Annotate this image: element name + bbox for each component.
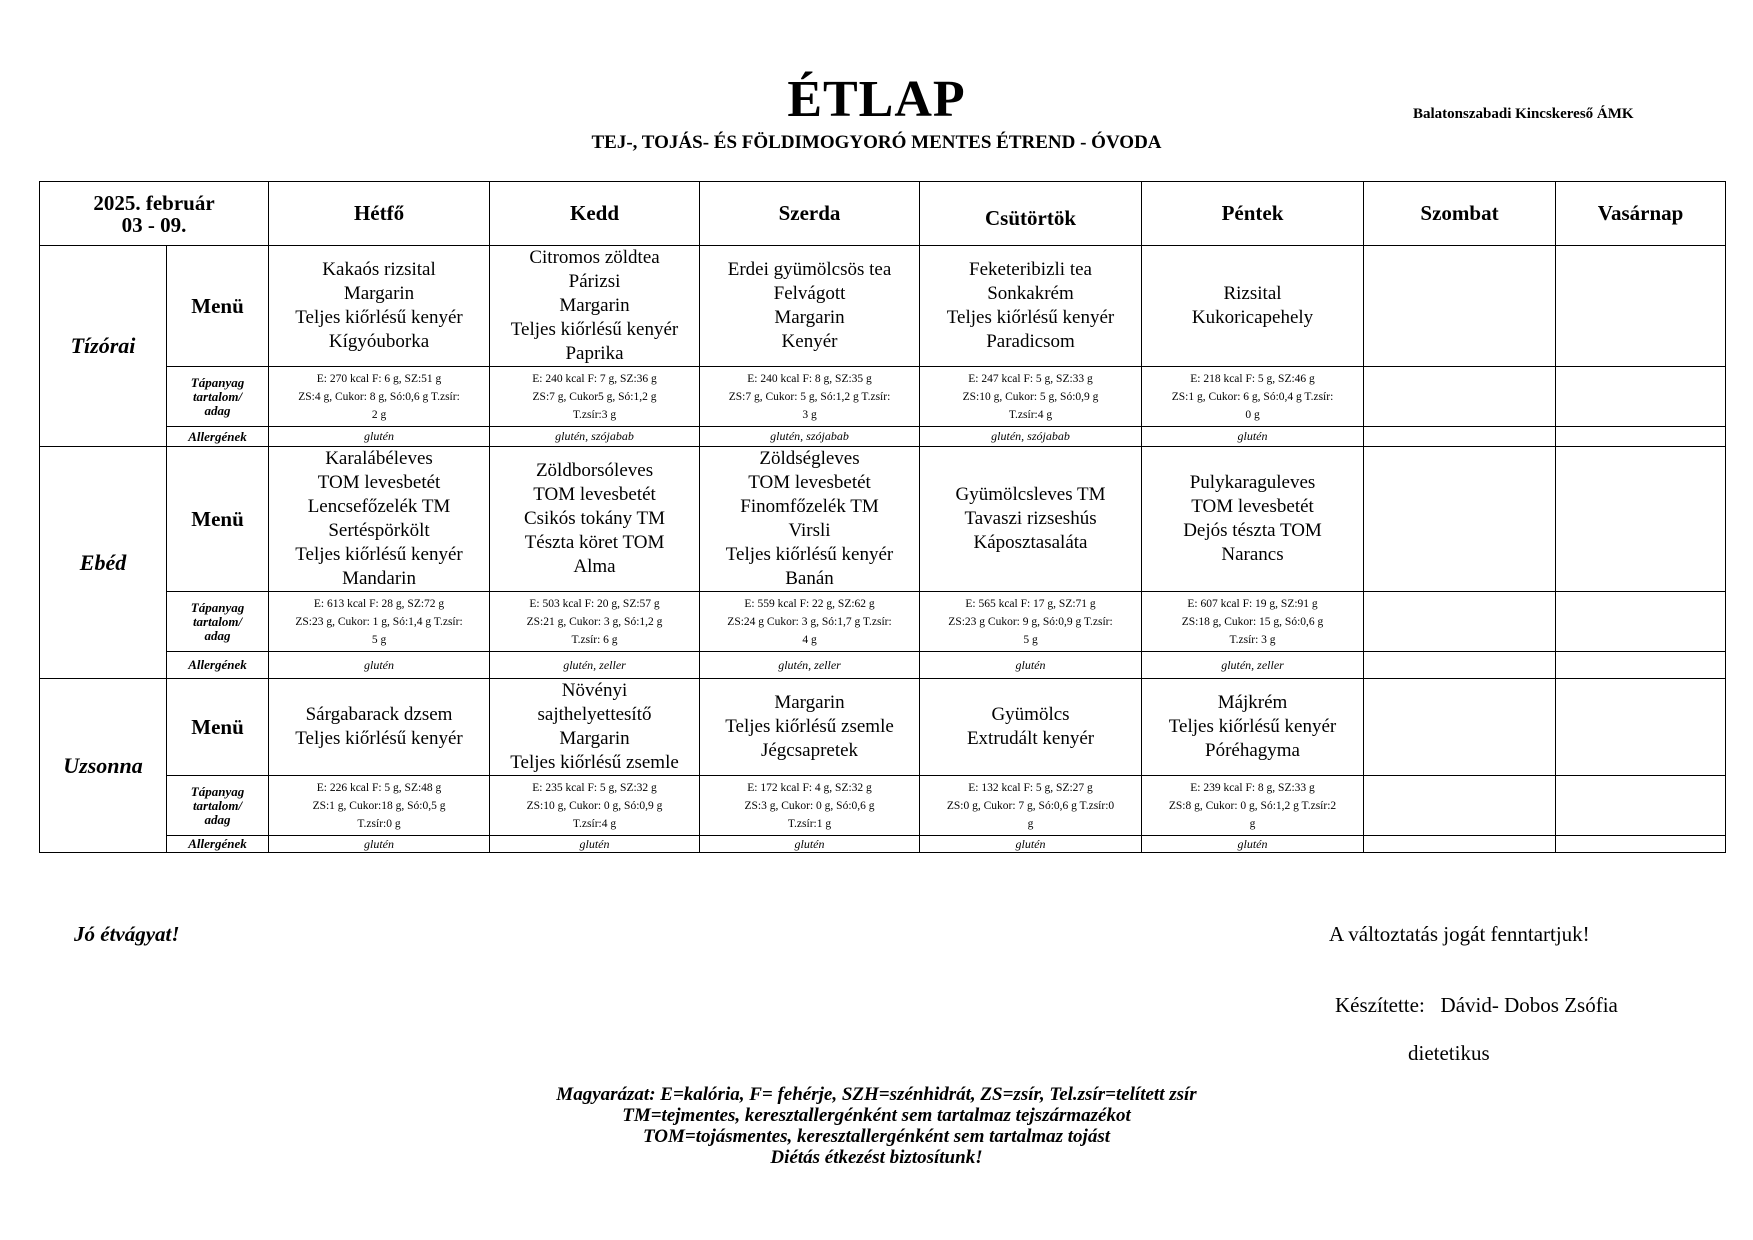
menu-item: Margarin xyxy=(559,295,630,316)
nutrition-line: ZS:23 g, Cukor: 1 g, Só:1,4 g T.zsír: xyxy=(295,615,463,628)
allergen-cell: glutén, zeller xyxy=(490,652,700,679)
legend-line: Magyarázat: E=kalória, F= fehérje, SZH=szénhidrát, ZS=zsír, Tel.zsír=telített zsír xyxy=(556,1084,1197,1105)
menu-item: Karalábéleves xyxy=(325,448,433,469)
allergen-cell: glutén xyxy=(920,652,1142,679)
menu-item: Erdei gyümölcsös tea xyxy=(727,259,892,280)
nutrition-line: 4 g xyxy=(802,633,817,646)
nutrition-cell xyxy=(490,776,700,836)
menu-item: Tészta köret TOM xyxy=(524,532,665,553)
menu-row xyxy=(40,246,1726,367)
allergen-cell xyxy=(1556,427,1726,447)
menu-item: Csikós tokány TM xyxy=(523,508,666,529)
nutrition-line: T.zsír:1 g xyxy=(787,817,832,830)
nutrition-line: ZS:24 g Cukor: 3 g, Só:1,7 g T.zsír: xyxy=(727,615,892,628)
menu-cell xyxy=(1364,679,1556,776)
nutrition-line: E: 247 kcal F: 5 g, SZ:33 g xyxy=(968,372,1093,385)
menu-item: Rizsital xyxy=(1223,283,1282,304)
author: Készítette: Dávid- Dobos Zsófia xyxy=(1335,993,1618,1017)
nutrition-label-line: Tápanyag xyxy=(190,783,245,799)
menu-item: Póréhagyma xyxy=(1205,740,1300,761)
menu-cell xyxy=(1142,447,1364,592)
nutrition-line: ZS:8 g, Cukor: 0 g, Só:1,2 g T.zsír:2 xyxy=(1168,799,1337,812)
nutrition-cell xyxy=(1364,367,1556,427)
menu-item: Margarin xyxy=(774,692,845,713)
page-subtitle: TEJ-, TOJÁS- ÉS FÖLDIMOGYORÓ MENTES ÉTREND - ÓVODA xyxy=(591,132,1162,153)
menu-item: Dejós tészta TOM xyxy=(1183,520,1322,541)
menu-item: Citromos zöldtea xyxy=(529,247,660,268)
day-header: Vasárnap xyxy=(1556,182,1726,246)
nutrition-cell xyxy=(920,776,1142,836)
menu-item: Zöldségleves xyxy=(759,448,860,469)
menu-item: Májkrém xyxy=(1217,692,1288,713)
menu-item: Kukoricapehely xyxy=(1191,307,1314,328)
menu-item: Káposztasaláta xyxy=(973,532,1088,553)
menu-item: Margarin xyxy=(774,307,845,328)
menu-item: Kenyér xyxy=(781,331,838,352)
nutrition-line: T.zsír:3 g xyxy=(572,408,617,421)
allergen-cell xyxy=(1364,427,1556,447)
menu-item: Extrudált kenyér xyxy=(966,728,1095,749)
allergen-row xyxy=(40,652,1726,679)
week-cell xyxy=(40,182,269,246)
nutrition-line: E: 270 kcal F: 6 g, SZ:51 g xyxy=(316,372,442,385)
allergen-cell: glutén xyxy=(490,836,700,853)
allergen-cell: glutén xyxy=(920,836,1142,853)
menu-item: Gyümölcsleves TM xyxy=(955,484,1106,505)
allergen-label: Allergének xyxy=(167,652,269,679)
menu-item: Margarin xyxy=(559,728,630,749)
menu-item: Alma xyxy=(573,556,616,577)
nutrition-cell xyxy=(700,592,920,652)
day-header: Szombat xyxy=(1364,182,1556,246)
menu-item: Virsli xyxy=(788,520,831,541)
allergen-cell: glutén xyxy=(1142,427,1364,447)
menu-cell xyxy=(269,246,490,367)
author-role: dietetikus xyxy=(1408,1041,1490,1065)
nutrition-line: g xyxy=(1027,817,1034,830)
menu-item: Teljes kiőrlésű kenyér xyxy=(946,307,1115,328)
nutrition-line: ZS:10 g, Cukor: 5 g, Só:0,9 g xyxy=(962,390,1099,403)
nutrition-line: E: 607 kcal F: 19 g, SZ:91 g xyxy=(1187,597,1318,610)
nutrition-label xyxy=(167,776,269,836)
nutrition-label-line: Tápanyag xyxy=(190,374,245,390)
nutrition-line: T.zsír: 3 g xyxy=(1229,633,1276,646)
nutrition-label-line: Tápanyag xyxy=(190,599,245,615)
legend-line: Diétás étkezést biztosítunk! xyxy=(770,1147,983,1168)
menu-item: Felvágott xyxy=(773,283,846,304)
nutrition-line: E: 565 kcal F: 17 g, SZ:71 g xyxy=(965,597,1096,610)
allergen-cell: glutén, szójabab xyxy=(490,427,700,447)
nutrition-line: 5 g xyxy=(371,633,387,646)
menu-item: Pulykaraguleves xyxy=(1189,472,1316,493)
menu-cell xyxy=(490,679,700,776)
allergen-label: Allergének xyxy=(167,836,269,853)
menu-item: Finomfőzelék TM xyxy=(740,496,879,517)
nutrition-line: E: 559 kcal F: 22 g, SZ:62 g xyxy=(744,597,875,610)
allergen-cell: glutén, zeller xyxy=(700,652,920,679)
menu-cell xyxy=(1556,679,1726,776)
nutrition-cell xyxy=(490,367,700,427)
nutrition-label-line: adag xyxy=(204,627,231,643)
menu-item: Jégcsapretek xyxy=(760,740,859,761)
menu-item: Teljes kiőrlésű kenyér xyxy=(295,544,463,565)
menu-item: TOM levesbetét xyxy=(1191,496,1314,517)
nutrition-line: T.zsír:4 g xyxy=(1008,408,1053,421)
allergen-cell: glutén, szójabab xyxy=(700,427,920,447)
allergen-label: Allergének xyxy=(167,427,269,447)
nutrition-line: E: 218 kcal F: 5 g, SZ:46 g xyxy=(1190,372,1315,385)
nutrition-cell xyxy=(920,592,1142,652)
legend-line: TM=tejmentes, keresztallergénként sem tartalmaz tejszármazékot xyxy=(622,1105,1131,1126)
menu-cell xyxy=(269,447,490,592)
menu-item: Paradicsom xyxy=(986,331,1075,352)
nutrition-line: E: 240 kcal F: 8 g, SZ:35 g xyxy=(747,372,872,385)
menu-item: sajthelyettesítő xyxy=(537,704,652,725)
menu-item: Teljes kiőrlésű zsemle xyxy=(725,716,894,737)
nutrition-cell xyxy=(1364,776,1556,836)
menu-label: Menü xyxy=(167,679,269,776)
menu-item: Paprika xyxy=(565,343,624,364)
allergen-cell xyxy=(1364,652,1556,679)
menu-item: Kakaós rizsital xyxy=(322,259,436,280)
menu-cell xyxy=(1364,447,1556,592)
menu-cell xyxy=(1142,246,1364,367)
nutrition-label xyxy=(167,367,269,427)
allergen-cell: glutén xyxy=(269,836,490,853)
menu-row xyxy=(40,447,1726,592)
nutrition-label-line: tartalom/ xyxy=(192,388,243,404)
menu-cell xyxy=(920,679,1142,776)
menu-cell xyxy=(269,679,490,776)
allergen-cell: glutén, zeller xyxy=(1142,652,1364,679)
menu-item: TOM levesbetét xyxy=(748,472,871,493)
menu-cell xyxy=(490,246,700,367)
menu-cell xyxy=(1556,447,1726,592)
allergen-cell: glutén xyxy=(1142,836,1364,853)
nutrition-line: E: 503 kcal F: 20 g, SZ:57 g xyxy=(529,597,660,610)
menu-item: TOM levesbetét xyxy=(533,484,656,505)
menu-item: Sárgabarack dzsem xyxy=(305,704,453,725)
allergen-row xyxy=(40,836,1726,853)
menu-cell xyxy=(700,447,920,592)
menu-item: Kígyóuborka xyxy=(328,331,430,352)
nutrition-label-line: adag xyxy=(204,402,231,418)
menu-item: Párizsi xyxy=(568,271,621,292)
meal-name-cell: Tízórai xyxy=(40,246,167,447)
nutrition-row xyxy=(40,592,1726,652)
nutrition-cell xyxy=(1556,592,1726,652)
nutrition-line: ZS:21 g, Cukor: 3 g, Só:1,2 g xyxy=(526,615,663,628)
menu-cell xyxy=(700,679,920,776)
nutrition-cell xyxy=(269,367,490,427)
nutrition-line: E: 226 kcal F: 5 g, SZ:48 g xyxy=(316,781,442,794)
nutrition-line: 2 g xyxy=(371,408,387,421)
menu-item: Tavaszi rizseshús xyxy=(964,508,1097,529)
day-header: Csütörtök xyxy=(920,182,1142,246)
menu-item: Teljes kiőrlésű kenyér xyxy=(295,307,463,328)
week-month: 2025. február xyxy=(93,190,215,215)
header-row xyxy=(40,182,1726,246)
menu-item: Narancs xyxy=(1221,544,1284,565)
nutrition-cell xyxy=(1556,776,1726,836)
allergen-cell xyxy=(1364,836,1556,853)
nutrition-line: T.zsír: 6 g xyxy=(571,633,618,646)
menu-item: Gyümölcs xyxy=(991,704,1070,725)
nutrition-label-line: tartalom/ xyxy=(192,613,243,629)
menu-cell xyxy=(490,447,700,592)
nutrition-line: T.zsír:0 g xyxy=(357,817,401,830)
nutrition-line: ZS:18 g, Cukor: 15 g, Só:0,6 g xyxy=(1181,615,1324,628)
meal-name-cell: Uzsonna xyxy=(40,679,167,853)
nutrition-line: 0 g xyxy=(1245,408,1260,421)
nutrition-line: ZS:7 g, Cukor: 5 g, Só:1,2 g T.zsír: xyxy=(728,390,891,403)
legend-line: TOM=tojásmentes, keresztallergénként sem tartalmaz tojást xyxy=(642,1126,1111,1147)
nutrition-line: T.zsír:4 g xyxy=(572,817,617,830)
menu-item: Banán xyxy=(785,568,834,589)
allergen-cell xyxy=(1556,836,1726,853)
allergen-cell: glutén xyxy=(269,652,490,679)
nutrition-label-line: tartalom/ xyxy=(192,797,243,813)
nutrition-cell xyxy=(1556,367,1726,427)
nutrition-cell xyxy=(700,776,920,836)
nutrition-cell xyxy=(920,367,1142,427)
allergen-cell: glutén xyxy=(269,427,490,447)
nutrition-cell xyxy=(1364,592,1556,652)
day-header: Hétfő xyxy=(269,182,490,246)
nutrition-line: ZS:7 g, Cukor5 g, Só:1,2 g xyxy=(532,390,657,403)
menu-item: Növényi xyxy=(561,680,628,701)
nutrition-line: ZS:1 g, Cukor: 6 g, Só:0,4 g T.zsír: xyxy=(1171,390,1334,403)
menu-cell xyxy=(920,447,1142,592)
nutrition-cell xyxy=(269,776,490,836)
allergen-row xyxy=(40,427,1726,447)
menu-label: Menü xyxy=(167,246,269,367)
menu-item: Mandarin xyxy=(342,568,416,589)
meal-name-cell: Ebéd xyxy=(40,447,167,679)
menu-item: TOM levesbetét xyxy=(317,472,441,493)
menu-cell xyxy=(1556,246,1726,367)
day-header: Szerda xyxy=(700,182,920,246)
menu-item: Sertéspörkölt xyxy=(328,520,430,541)
menu-cell xyxy=(700,246,920,367)
nutrition-line: 5 g xyxy=(1023,633,1038,646)
menu-cell xyxy=(1364,246,1556,367)
nutrition-line: 3 g xyxy=(802,408,817,421)
nutrition-cell xyxy=(700,367,920,427)
menu-cell xyxy=(920,246,1142,367)
day-header: Péntek xyxy=(1142,182,1364,246)
nutrition-label-line: adag xyxy=(204,811,231,827)
nutrition-line: ZS:10 g, Cukor: 0 g, Só:0,9 g xyxy=(526,799,663,812)
allergen-cell: glutén xyxy=(700,836,920,853)
nutrition-line: ZS:1 g, Cukor:18 g, Só:0,5 g xyxy=(312,799,446,812)
nutrition-line: E: 613 kcal F: 28 g, SZ:72 g xyxy=(313,597,445,610)
nutrition-line: E: 240 kcal F: 7 g, SZ:36 g xyxy=(532,372,657,385)
menu-item: Zöldborsóleves xyxy=(535,460,654,481)
nutrition-label xyxy=(167,592,269,652)
school-name: Balatonszabadi Kincskereső ÁMK xyxy=(1413,106,1634,122)
nutrition-cell xyxy=(1142,592,1364,652)
menu-row xyxy=(40,679,1726,776)
menu-item: Teljes kiőrlésű kenyér xyxy=(725,544,894,565)
menu-label: Menü xyxy=(167,447,269,592)
week-range: 03 - 09. xyxy=(121,212,187,237)
nutrition-cell xyxy=(490,592,700,652)
menu-item: Teljes kiőrlésű kenyér xyxy=(510,319,679,340)
greeting: Jó étvágyat! xyxy=(74,922,180,946)
menu-item: Teljes kiőrlésű kenyér xyxy=(1168,716,1337,737)
allergen-cell: glutén, szójabab xyxy=(920,427,1142,447)
allergen-cell xyxy=(1556,652,1726,679)
menu-item: Feketeribizli tea xyxy=(969,259,1092,280)
menu-cell xyxy=(1142,679,1364,776)
nutrition-cell xyxy=(1142,776,1364,836)
nutrition-line: E: 239 kcal F: 8 g, SZ:33 g xyxy=(1190,781,1315,794)
nutrition-line: ZS:23 g Cukor: 9 g, Só:0,9 g T.zsír: xyxy=(948,615,1113,628)
nutrition-line: ZS:0 g, Cukor: 7 g, Só:0,6 g T.zsír:0 xyxy=(946,799,1115,812)
page-title: ÉTLAP xyxy=(787,71,966,128)
table-body xyxy=(40,246,1726,853)
menu-table xyxy=(39,181,1726,853)
day-header: Kedd xyxy=(490,182,700,246)
nutrition-cell xyxy=(1142,367,1364,427)
nutrition-line: E: 132 kcal F: 5 g, SZ:27 g xyxy=(968,781,1093,794)
menu-item: Margarin xyxy=(343,283,415,304)
menu-item: Sonkakrém xyxy=(987,283,1074,304)
disclaimer: A változtatás jogát fenntartjuk! xyxy=(1329,922,1590,946)
nutrition-line: g xyxy=(1249,817,1256,830)
nutrition-line: E: 235 kcal F: 5 g, SZ:32 g xyxy=(532,781,657,794)
menu-item: Teljes kiőrlésű kenyér xyxy=(295,728,463,749)
nutrition-row xyxy=(40,367,1726,427)
legend xyxy=(0,1084,1753,1168)
nutrition-cell xyxy=(269,592,490,652)
nutrition-line: E: 172 kcal F: 4 g, SZ:32 g xyxy=(747,781,872,794)
menu-item: Teljes kiőrlésű zsemle xyxy=(510,752,679,773)
nutrition-line: ZS:3 g, Cukor: 0 g, Só:0,6 g xyxy=(744,799,875,812)
nutrition-line: ZS:4 g, Cukor: 8 g, Só:0,6 g T.zsír: xyxy=(298,390,460,403)
menu-item: Lencsefőzelék TM xyxy=(307,496,451,517)
nutrition-row xyxy=(40,776,1726,836)
